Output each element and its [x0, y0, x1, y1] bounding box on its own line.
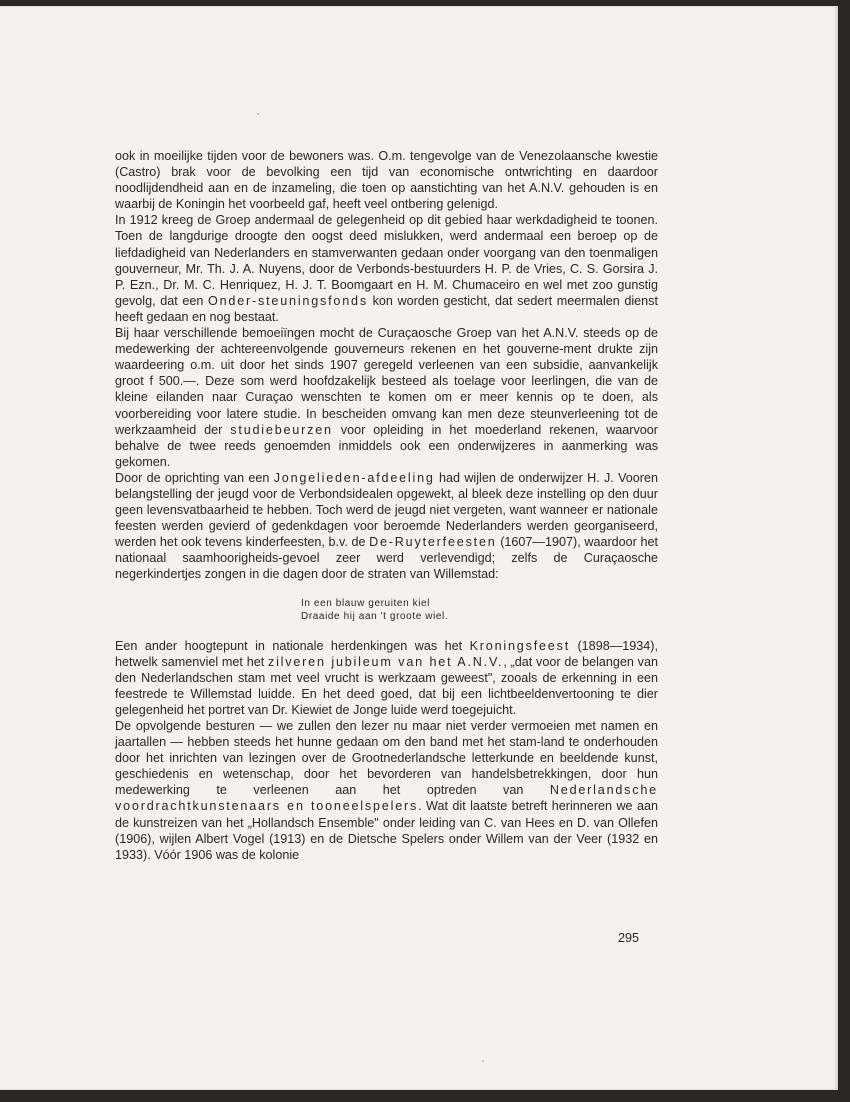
spaced-emphasis: zilveren jubileum van het A.N.V.	[267, 654, 504, 669]
spaced-emphasis: studiebeurzen	[230, 422, 333, 437]
paragraph	[115, 718, 658, 863]
paragraphs-after-poem	[115, 638, 658, 863]
paragraph	[115, 470, 658, 583]
spaced-emphasis: Jongelieden-afdeeling	[273, 470, 435, 485]
spaced-emphasis: Kroningsfeest	[469, 638, 571, 653]
text-run: , „dat voor de belangen van den Nederlandschen stam met veel vrucht is werkzaam geweest", zooals de erkenning in een feestrede te Willemstad luidde. En het deed goed, dat bij een lichtbeeldenvertooning te dier gelegenheid het portret van Dr. Kiewiet de Jonge luide werd toegejuicht.	[115, 654, 658, 717]
text-run: kon worden gesticht, dat sedert meermalen dienst heeft gedaan en nog bestaat.	[115, 293, 658, 324]
book-page	[0, 6, 838, 1090]
paragraph	[115, 638, 658, 718]
paper-speck	[482, 1060, 484, 1062]
text-run: ook in moeilijke tijden voor de bewoners was. O.m. tengevolge van de Venezolaansche kwestie (Castro) brak voor de bevolking een tijd van economische ontwrichting en daardoor noodlijdendheid aan en de inzameling, die toen op aanstichting van het A.N.V. gehouden is en waarbij de Koningin het voorbeeld gaf, heeft veel ontbering gelenigd.	[115, 149, 658, 212]
poem-line: In een blauw geruiten kiel	[301, 597, 431, 609]
paragraph	[115, 148, 658, 212]
spaced-emphasis: De-Ruyterfeesten	[369, 535, 497, 550]
text-run: (1898—1934), hetwelk samenviel met het	[115, 638, 659, 669]
text-run: (1607—1907), waardoor het nationaal saamhoorigheids-gevoel zeer werd verlevendigd; zelfs de Curaçaosche negerkindertjes zongen in die dagen door de straten van Willemstad:	[115, 535, 658, 582]
paragraph	[115, 325, 658, 470]
text-run: Bij haar verschillende bemoeiïngen mocht de Curaçaosche Groep van het A.N.V. steeds op de medewerking der achtereenvolgende gouverneurs rekenen en het gouverne-ment drukte zijn waardeering o.m. uit door het sinds 1907 geregeld verleenen van een subsidie, aanvankelijk groot f 500.—. Deze som werd hoofdzakelijk besteed als toelage voor leerlingen, die van de kleine eilanden naar Curaçao wenschten te komen om er meer kennis op te doen, als voorbereiding voor latere studie. In bescheiden omvang kan men deze steunverleening tot de werkzaamheid der	[115, 326, 658, 437]
paragraph	[115, 212, 658, 325]
text-run: had wijlen de onderwijzer H. J. Vooren belangstelling der jeugd voor de Verbondsidealen opgewekt, al bleek deze instelling op den duur geen levensvatbaarheid te hebben. Toch werd de jeugd niet vergeten, want wanneer er nationale feesten werden gevierd of gedenkdagen voor beroemde Nederlanders werden georganiseerd, werden het ook tevens kinderfeesten, b.v. de	[115, 470, 658, 550]
poem	[301, 597, 658, 624]
text-run: . Wat dit laatste betreft herinneren we aan de kunstreizen van het „Hollandsch Ensemble" onder leiding van C. van Hees en D. van Ollefen (1906), wijlen Albert Vogel (1913) en de Dietsche Spelers onder Willem van der Veer (1932 en 1933). Vóór 1906 was de kolonie	[115, 799, 658, 862]
spaced-emphasis: Onder-steuningsfonds	[208, 293, 368, 308]
text-run: De opvolgende besturen — we zullen den lezer nu maar niet verder vermoeien met namen en jaartallen — hebben steeds het hunne gedaan om den band met het stam-land te onderhouden door het inrichten van lezingen over de Grootnederlandsche letterkunde en beeldende kunst, geschiedenis en wetenschap, door het bevorderen van handelsbetrekkingen, door hun medewerking te verleenen aan het optreden van	[115, 719, 658, 798]
paper-speck	[257, 113, 259, 115]
page-number: 295	[618, 931, 640, 945]
body-text	[115, 148, 658, 863]
text-run: Door de oprichting van een	[115, 470, 274, 485]
text-run: voor opleiding in het moederland rekenen, waarvoor behalve de twee reeds genoemden inmiddels ook een onderwijzeres in aanmerking was gekomen.	[115, 422, 658, 469]
spaced-emphasis: Nederlandsche voordrachtkunstenaars en tooneelspelers	[115, 783, 658, 814]
text-run: Een ander hoogtepunt in nationale herdenkingen was het	[115, 638, 470, 653]
text-run: In 1912 kreeg de Groep andermaal de gelegenheid op dit gebied haar werkdadigheid te toonen. Toen de langdurige droogte den oogst deed mislukken, werd andermaal een beroep op de liefdadigheid van Nederlanders en stamverwanten gedaan onder voorgang van den toenmaligen gouverneur, Mr. Th. J. A. Nuyens, door de Verbonds-bestuurders H. P. de Vries, C. S. Gorsira J. P. Ezn., Dr. M. C. Henriquez, H. J. T. Boomgaart en H. M. Chumaceiro en wel met zoo gunstig gevolg, dat een	[115, 213, 658, 308]
poem-line: Draaide hij aan 't groote wiel.	[301, 611, 449, 623]
paragraphs-before-poem	[115, 148, 658, 583]
